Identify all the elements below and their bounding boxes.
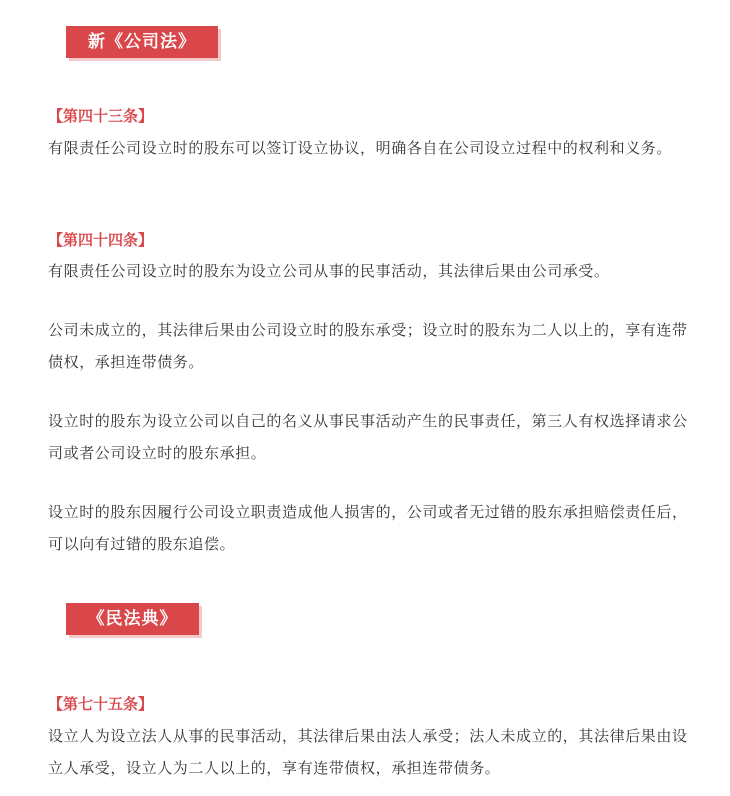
article-title-75: 【第七十五条】 [48, 695, 154, 713]
article-44-paragraph-3: 设立时的股东为设立公司以自己的名义从事民事活动产生的民事责任，第三人有权选择请求公司或者公司设立时的股东承担。 [48, 412, 688, 462]
section-banner-company-law: 新《公司法》 [66, 26, 218, 58]
article-75-paragraph-1: 设立人为设立法人从事的民事活动，其法律后果由法人承受；法人未成立的，其法律后果由设立人承受，设立人为二人以上的，享有连带债权，承担连带债务。 [48, 727, 688, 777]
section-banner-civil-code: 《民法典》 [66, 603, 199, 635]
article-43-paragraph-1: 有限责任公司设立时的股东可以签订设立协议，明确各自在公司设立过程中的权利和义务。 [48, 139, 673, 157]
article-44-paragraph-2: 公司未成立的，其法律后果由公司设立时的股东承受；设立时的股东为二人以上的，享有连带债权，承担连带债务。 [48, 321, 688, 371]
article-44-paragraph-4: 设立时的股东因履行公司设立职责造成他人损害的，公司或者无过错的股东承担赔偿责任后，可以向有过错的股东追偿。 [48, 503, 688, 553]
article-44-paragraph-1: 有限责任公司设立时的股东为设立公司从事的民事活动，其法律后果由公司承受。 [48, 262, 610, 280]
article-title-44: 【第四十四条】 [48, 231, 154, 249]
article-title-43: 【第四十三条】 [48, 107, 154, 125]
